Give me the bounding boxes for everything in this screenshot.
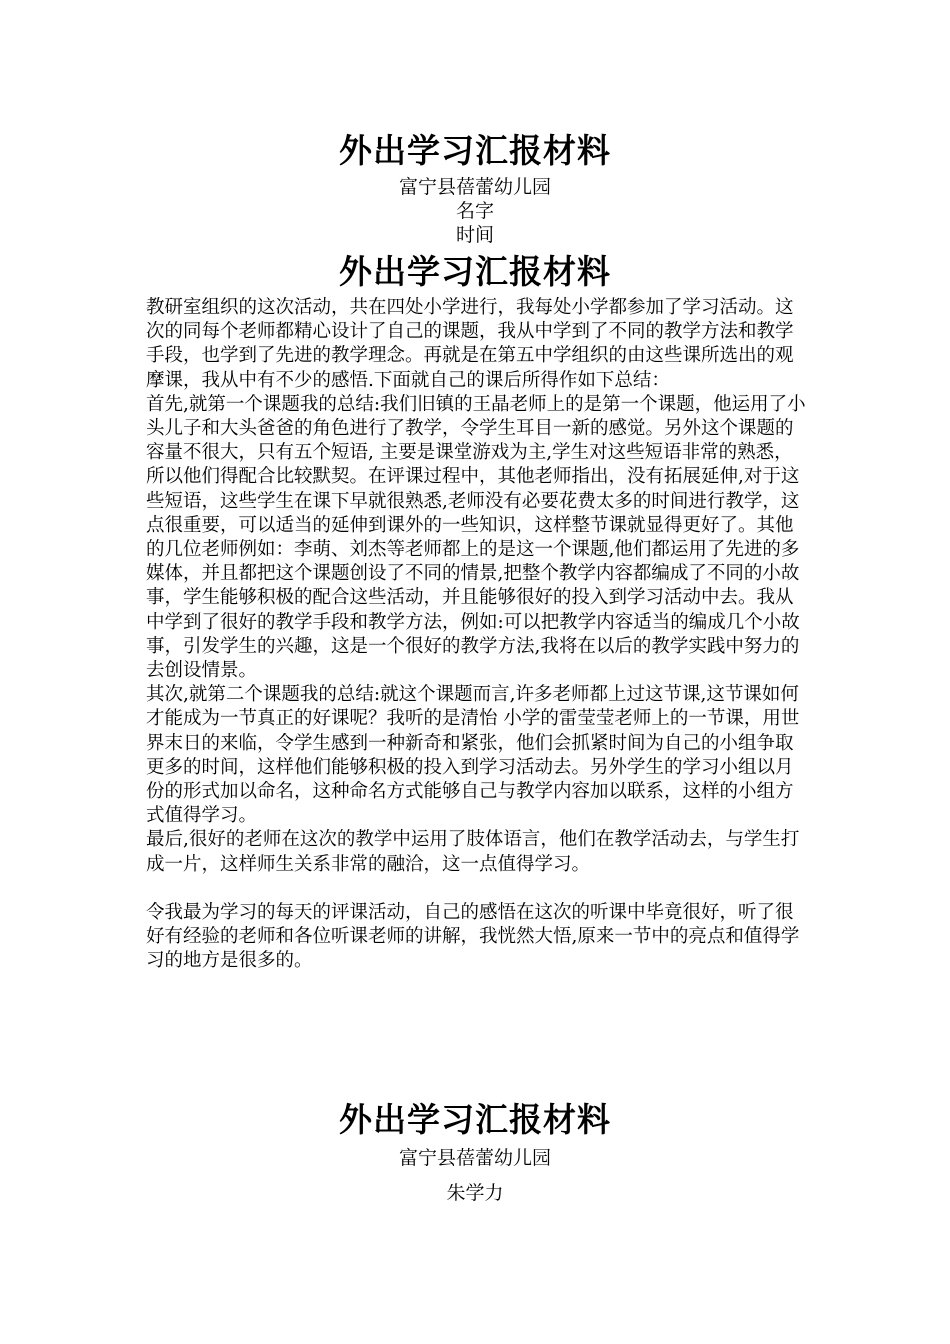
footer-cover-title: 外出学习汇报材料 — [339, 1100, 611, 1139]
paragraph-first-topic: 首先,就第一个课题我的总结:我们旧镇的王晶老师上的是第一个课题，他运用了小头儿子和大头爸爸的角色进行了教学，令学生耳目一新的感觉。另外这个课题的容量不很大，只有五个短语, 主要是课堂游戏为主,学生对这些短语非常的熟悉，所以他们得配合比较默契。在评课过程中，其他老师指出，没有拓展延伸,对于这些短语，这些学生在课下早就很熟悉,老师没有必要花费太多的时间进行教学，这点很重要，可以适当的延伸到课外的一些知识，这样整节课就显得更好了。其他的几位老师例如：李萌、刘杰等老师都上的是这一个课题,他们都运用了先进的多媒体，并且都把这个课题创设了不同的情景,把整个教学内容都编成了不同的小故事，学生能够积极的配合这些活动，并且能够很好的投入到学习活动中去。我从中学到了很好的教学手段和教学方法，例如:可以把教学内容适当的编成几个小故事，引发学生的兴趣，这是一个很好的教学方法,我将在以后的教学实践中努力的去创设情景。 — [146, 393, 806, 682]
paragraph-intro: 教研室组织的这次活动，共在四处小学进行，我每处小学都参加了学习活动。这次的同每个老师都精心设计了自己的课题，我从中学到了不同的教学方法和教学手段，也学到了先进的教学理念。再就是在第五中学组织的由这些课所选出的观摩课，我从中有不少的感悟.下面就自己的课后所得作如下总结： — [146, 297, 794, 391]
cover-organization: 富宁县蓓蕾幼儿园 — [398, 176, 551, 198]
cover-name: 名字 — [455, 200, 494, 222]
blank-line — [146, 877, 810, 901]
paragraph-second-topic: 其次,就第二个课题我的总结:就这个课题而言,许多老师都上过这节课,这节课如何才能成为一节真正的好课呢？我听的是清怡 小学的雷莹莹老师上的一节课，用世界末日的来临，令学生感到一种新奇和紧张，他们会抓紧时间为自己的小组争取更多的时间，这样他们能够积极的投入到学习活动去。另外学生的学习小组以月份的形式加以命名，这种命名方式能够自己与教学内容加以联系，这样的小组方式值得学习。 — [146, 684, 800, 827]
cover-title: 外出学习汇报材料 — [339, 131, 611, 170]
report-body — [146, 296, 810, 974]
report-title: 外出学习汇报材料 — [339, 252, 611, 291]
footer-cover-author: 朱学力 — [446, 1182, 504, 1204]
paragraph-finally: 最后,很好的老师在这次的教学中运用了肢体语言，他们在教学活动去，与学生打成一片，这样师生关系非常的融洽，这一点值得学习。 — [146, 829, 800, 875]
footer-cover-organization: 富宁县蓓蕾幼儿园 — [398, 1147, 551, 1169]
paragraph-reflection: 令我最为学习的每天的评课活动，自己的感悟在这次的听课中毕竟很好，听了很好有经验的老师和各位听课老师的讲解，我恍然大悟,原来一节中的亮点和值得学习的地方是很多的。 — [146, 902, 800, 972]
cover-time: 时间 — [455, 224, 494, 246]
